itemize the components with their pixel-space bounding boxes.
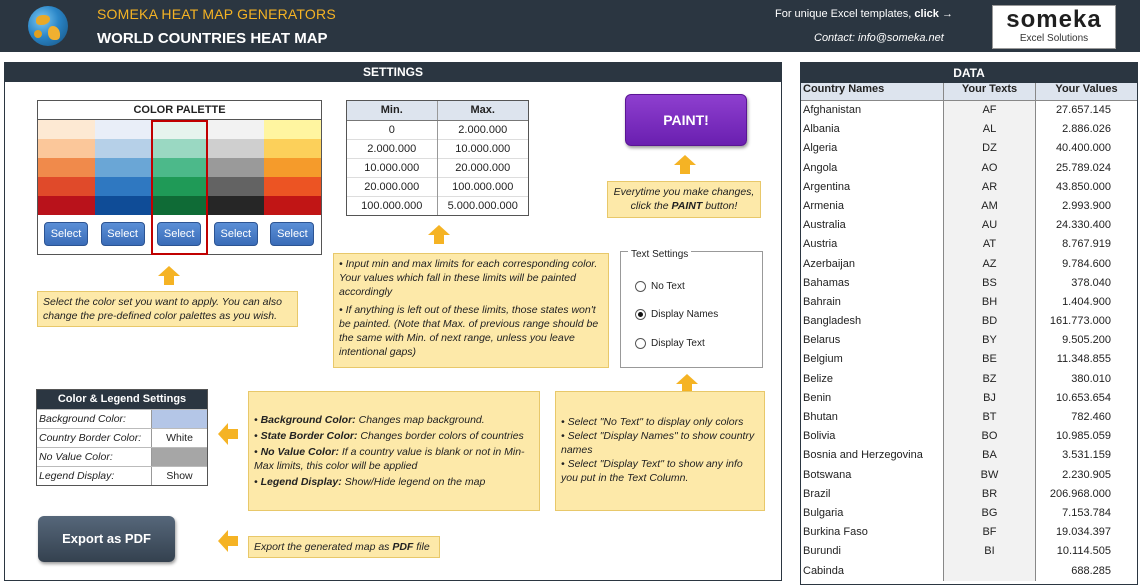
color-swatch bbox=[208, 158, 265, 177]
country-name-cell[interactable]: Belgium bbox=[801, 350, 944, 369]
value-cell[interactable]: 161.773.000 bbox=[1049, 315, 1111, 328]
radio-icon[interactable] bbox=[635, 338, 646, 349]
color-swatch bbox=[208, 139, 265, 158]
data-row bbox=[801, 542, 1137, 561]
data-row bbox=[801, 466, 1137, 485]
country-name-cell[interactable]: Bahrain bbox=[801, 293, 944, 312]
country-name-cell[interactable]: Argentina bbox=[801, 178, 944, 197]
text-cell[interactable]: AR bbox=[944, 178, 1036, 197]
country-name-cell[interactable]: Bulgaria bbox=[801, 504, 944, 523]
text-cell[interactable]: AM bbox=[944, 197, 1036, 216]
country-name-cell[interactable]: Austria bbox=[801, 235, 944, 254]
data-panel bbox=[800, 62, 1138, 585]
text-settings-group bbox=[620, 251, 763, 368]
limits-row bbox=[347, 196, 528, 215]
palette-column bbox=[95, 120, 152, 255]
text-cell[interactable]: AU bbox=[944, 216, 1036, 235]
value-cell[interactable]: 688.285 bbox=[1071, 564, 1111, 577]
text-note-3: • Select "Display Text" to show any info you put in the Text Column. bbox=[561, 458, 743, 484]
color-swatch bbox=[38, 196, 95, 215]
country-name-cell[interactable]: Bolivia bbox=[801, 427, 944, 446]
limits-note-1: • Input min and max limits for each corresponding color. Your values which fall in these limits will be painted accordingly bbox=[339, 258, 598, 298]
country-name-cell[interactable]: Belarus bbox=[801, 331, 944, 350]
data-row bbox=[801, 293, 1137, 312]
radio-icon[interactable] bbox=[635, 281, 646, 292]
limit-min-cell[interactable]: 2.000.000 bbox=[347, 139, 437, 158]
text-cell[interactable]: AF bbox=[944, 101, 1036, 120]
palette-select-button[interactable]: Select bbox=[270, 222, 314, 246]
text-cell[interactable]: BR bbox=[944, 485, 1036, 504]
color-swatch bbox=[208, 120, 265, 139]
value-cell[interactable]: 24.330.400 bbox=[1055, 219, 1111, 232]
country-name-cell[interactable]: Bahamas bbox=[801, 274, 944, 293]
country-name-cell[interactable]: Australia bbox=[801, 216, 944, 235]
text-cell[interactable]: AL bbox=[944, 120, 1036, 139]
limits-note bbox=[333, 253, 609, 368]
text-cell[interactable]: BY bbox=[944, 331, 1036, 350]
text-cell[interactable]: BF bbox=[944, 523, 1036, 542]
data-row bbox=[801, 427, 1137, 446]
selected-palette-highlight bbox=[151, 120, 208, 255]
value-cell[interactable]: 380.010 bbox=[1071, 372, 1111, 385]
col-your-texts: Your Texts bbox=[944, 83, 1036, 100]
arrow-stem bbox=[680, 165, 690, 174]
palette-column bbox=[208, 120, 265, 255]
value-cell[interactable]: 43.850.000 bbox=[1055, 180, 1111, 193]
palette-title: COLOR PALETTE bbox=[38, 101, 321, 120]
palette-column bbox=[264, 120, 321, 255]
limit-min-cell[interactable]: 100.000.000 bbox=[347, 196, 437, 215]
export-pdf-button[interactable]: Export as PDF bbox=[38, 516, 175, 562]
color-swatch bbox=[38, 139, 95, 158]
settings-title: SETTINGS bbox=[4, 62, 782, 82]
country-name-cell[interactable]: Bhutan bbox=[801, 408, 944, 427]
value-cell[interactable]: 378.040 bbox=[1071, 276, 1111, 289]
text-cell[interactable]: BS bbox=[944, 274, 1036, 293]
value-cell[interactable]: 25.789.024 bbox=[1055, 161, 1111, 174]
palette-note: Select the color set you want to apply. You can also change the pre-defined color palettes as you wish. bbox=[37, 291, 298, 327]
limit-max-cell[interactable]: 100.000.000 bbox=[437, 177, 528, 196]
color-swatch bbox=[264, 158, 321, 177]
legend-row-novalue: No Value Color: bbox=[37, 447, 207, 466]
arrow-stem bbox=[228, 429, 238, 439]
country-name-cell[interactable]: Albania bbox=[801, 120, 944, 139]
data-row bbox=[801, 389, 1137, 408]
text-note-2: • Select "Display Names" to show country names bbox=[561, 430, 755, 456]
radio-no-text[interactable]: No Text bbox=[635, 281, 685, 292]
col-country-names: Country Names bbox=[801, 83, 944, 100]
legend-settings-table bbox=[36, 389, 208, 486]
color-swatch bbox=[95, 177, 152, 196]
someka-logo[interactable] bbox=[992, 5, 1116, 49]
legend-settings-note: • Background Color: Changes map background. • State Border Color: Changes border colors of countries • No Value Color: If a country value is blank or not in Min-Max limits, this color will be applied • Legend Display: Show/Hide legend on the map bbox=[248, 391, 540, 511]
color-swatch bbox=[38, 158, 95, 177]
paint-note: Everytime you make changes, click the PAINT button! bbox=[607, 181, 761, 218]
value-cell[interactable]: 9.784.600 bbox=[1062, 257, 1111, 270]
limits-row bbox=[347, 177, 528, 196]
limit-min-cell[interactable]: 0 bbox=[347, 120, 437, 139]
value-cell[interactable]: 3.531.159 bbox=[1062, 449, 1111, 462]
arrow-left-icon bbox=[218, 423, 228, 445]
data-row bbox=[801, 504, 1137, 523]
country-name-cell[interactable]: Bosnia and Herzegovina bbox=[801, 446, 944, 465]
globe-icon bbox=[28, 6, 68, 46]
data-row bbox=[801, 562, 1137, 581]
limits-table bbox=[346, 100, 529, 216]
country-name-cell[interactable]: Bangladesh bbox=[801, 312, 944, 331]
data-row bbox=[801, 312, 1137, 331]
value-cell[interactable]: 206.968.000 bbox=[1049, 487, 1111, 500]
no-value-color-cell[interactable] bbox=[152, 448, 207, 466]
arrow-stem bbox=[228, 536, 238, 546]
limits-header-min: Min. bbox=[347, 101, 437, 120]
limits-header-max: Max. bbox=[437, 101, 528, 120]
radio-selected-icon[interactable] bbox=[635, 309, 646, 320]
data-row bbox=[801, 197, 1137, 216]
value-cell[interactable]: 40.400.000 bbox=[1055, 142, 1111, 155]
value-cell[interactable]: 19.034.397 bbox=[1055, 526, 1111, 539]
color-swatch bbox=[95, 139, 152, 158]
value-cell[interactable]: 10.114.505 bbox=[1056, 545, 1111, 558]
text-cell[interactable]: AO bbox=[944, 159, 1036, 178]
limit-min-cell[interactable]: 10.000.000 bbox=[347, 158, 437, 177]
color-swatch bbox=[38, 177, 95, 196]
legend-settings-title: Color & Legend Settings bbox=[37, 390, 207, 409]
value-cell[interactable]: 782.460 bbox=[1071, 411, 1111, 423]
radio-display-text[interactable]: Display Text bbox=[635, 338, 705, 349]
palette-select-button[interactable]: Select bbox=[157, 222, 201, 246]
palette-column bbox=[38, 120, 95, 255]
data-row bbox=[801, 350, 1137, 369]
arrow-left-icon bbox=[218, 530, 228, 552]
color-swatch bbox=[38, 120, 95, 139]
country-name-cell[interactable]: Burkina Faso bbox=[801, 523, 944, 542]
data-row bbox=[801, 235, 1137, 254]
limit-min-cell[interactable]: 20.000.000 bbox=[347, 177, 437, 196]
data-header-row bbox=[801, 83, 1137, 101]
limit-max-cell[interactable]: 2.000.000 bbox=[437, 120, 528, 139]
text-cell[interactable]: BD bbox=[944, 312, 1036, 331]
data-row bbox=[801, 274, 1137, 293]
country-name-cell[interactable]: Armenia bbox=[801, 197, 944, 216]
arrow-up-icon bbox=[158, 266, 180, 276]
arrow-stem bbox=[434, 235, 444, 244]
text-cell[interactable]: BW bbox=[944, 466, 1036, 485]
legend-row-border: Country Border Color: White bbox=[37, 428, 207, 447]
promo-link[interactable]: For unique Excel templates, click → bbox=[775, 8, 953, 20]
country-name-cell[interactable]: Brazil bbox=[801, 485, 944, 504]
color-palette bbox=[37, 100, 322, 255]
text-cell[interactable]: BA bbox=[944, 446, 1036, 465]
text-cell[interactable]: BI bbox=[944, 542, 1036, 561]
color-swatch bbox=[95, 158, 152, 177]
value-cell[interactable]: 2.230.905 bbox=[1062, 468, 1111, 481]
text-cell[interactable]: BH bbox=[944, 293, 1036, 312]
legend-display-cell[interactable]: Show bbox=[166, 470, 193, 482]
text-cell[interactable]: AZ bbox=[944, 255, 1036, 274]
limit-max-cell[interactable]: 10.000.000 bbox=[437, 139, 528, 158]
data-row bbox=[801, 408, 1137, 427]
arrow-stem bbox=[164, 276, 174, 285]
text-settings-note bbox=[555, 391, 765, 511]
value-cell[interactable]: 9.505.200 bbox=[1062, 334, 1111, 347]
legend-row-background: Background Color: bbox=[37, 409, 207, 428]
data-row bbox=[801, 255, 1137, 274]
color-swatch bbox=[95, 120, 152, 139]
radio-display-names[interactable]: Display Names bbox=[635, 309, 718, 320]
text-cell[interactable]: BJ bbox=[944, 389, 1036, 408]
text-cell[interactable]: BO bbox=[944, 427, 1036, 446]
palette-select-button[interactable]: Select bbox=[44, 222, 88, 246]
arrow-up-icon bbox=[674, 155, 696, 165]
col-your-values: Your Values bbox=[1055, 83, 1118, 95]
value-cell[interactable]: 8.767.919 bbox=[1062, 238, 1111, 251]
country-name-cell[interactable]: Belize bbox=[801, 370, 944, 389]
text-cell[interactable]: BE bbox=[944, 350, 1036, 369]
logo-sub: Excel Solutions bbox=[1019, 33, 1089, 44]
country-name-cell[interactable]: Algeria bbox=[801, 139, 944, 158]
limits-note-2: • If anything is left out of these limits, those states won't be painted. (Note that Max. of previous range should be the same with Min. of next range, unless you leave intentional gaps) bbox=[339, 304, 599, 358]
data-row bbox=[801, 139, 1137, 158]
value-cell[interactable]: 2.993.900 bbox=[1062, 199, 1111, 212]
value-cell[interactable]: 10.653.654 bbox=[1055, 391, 1111, 404]
arrow-up-icon bbox=[428, 225, 450, 235]
country-name-cell[interactable]: Burundi bbox=[801, 542, 944, 561]
limit-max-cell[interactable]: 20.000.000 bbox=[437, 158, 528, 177]
color-swatch bbox=[208, 196, 265, 215]
color-swatch bbox=[264, 196, 321, 215]
data-row bbox=[801, 485, 1137, 504]
country-name-cell[interactable]: Angola bbox=[801, 159, 944, 178]
value-cell[interactable]: 2.886.026 bbox=[1062, 123, 1111, 136]
limits-row bbox=[347, 139, 528, 158]
border-color-cell[interactable]: White bbox=[166, 432, 193, 444]
text-cell[interactable]: BT bbox=[944, 408, 1036, 427]
data-row bbox=[801, 159, 1137, 178]
color-swatch bbox=[208, 177, 265, 196]
value-cell[interactable]: 7.153.784 bbox=[1062, 506, 1111, 519]
country-name-cell[interactable]: Azerbaijan bbox=[801, 255, 944, 274]
export-note: Export the generated map as PDF file bbox=[248, 536, 440, 558]
background-color-cell[interactable] bbox=[152, 410, 207, 428]
limit-max-cell[interactable]: 5.000.000.000 bbox=[437, 196, 528, 215]
text-cell[interactable]: AT bbox=[944, 235, 1036, 254]
value-cell[interactable]: 10.985.059 bbox=[1055, 430, 1111, 443]
value-cell[interactable]: 11.348.855 bbox=[1056, 353, 1111, 366]
palette-select-button[interactable]: Select bbox=[214, 222, 258, 246]
country-name-cell[interactable]: Afghanistan bbox=[801, 101, 944, 120]
country-name-cell[interactable]: Benin bbox=[801, 389, 944, 408]
color-swatch bbox=[264, 139, 321, 158]
palette-select-button[interactable]: Select bbox=[101, 222, 145, 246]
color-swatch bbox=[95, 196, 152, 215]
app-subtitle: SOMEKA HEAT MAP GENERATORS bbox=[97, 6, 336, 22]
contact-email[interactable]: Contact: info@someka.net bbox=[814, 32, 944, 44]
value-cell[interactable]: 1.404.900 bbox=[1062, 295, 1111, 308]
limits-row bbox=[347, 120, 528, 139]
paint-button[interactable]: PAINT! bbox=[625, 94, 747, 146]
data-row bbox=[801, 178, 1137, 197]
data-row bbox=[801, 216, 1137, 235]
data-row bbox=[801, 120, 1137, 139]
data-title: DATA bbox=[801, 63, 1137, 83]
color-swatch bbox=[264, 177, 321, 196]
country-name-cell[interactable]: Cabinda bbox=[801, 562, 944, 581]
data-row bbox=[801, 101, 1137, 120]
data-row bbox=[801, 331, 1137, 350]
value-cell[interactable]: 27.657.145 bbox=[1055, 104, 1111, 116]
country-name-cell[interactable]: Botswana bbox=[801, 466, 944, 485]
text-cell[interactable]: BG bbox=[944, 504, 1036, 523]
text-cell[interactable] bbox=[944, 562, 1036, 581]
data-row bbox=[801, 446, 1137, 465]
color-swatch bbox=[264, 120, 321, 139]
logo-main: someka bbox=[1006, 6, 1102, 33]
legend-row-display: Legend Display: Show bbox=[37, 466, 207, 485]
data-row bbox=[801, 523, 1137, 542]
limits-row bbox=[347, 158, 528, 177]
text-note-1: • Select "No Text" to display only colors bbox=[561, 416, 744, 428]
text-cell[interactable]: DZ bbox=[944, 139, 1036, 158]
data-row bbox=[801, 370, 1137, 389]
page-title: WORLD COUNTRIES HEAT MAP bbox=[97, 30, 328, 47]
text-settings-legend: Text Settings bbox=[628, 249, 691, 260]
text-cell[interactable]: BZ bbox=[944, 370, 1036, 389]
